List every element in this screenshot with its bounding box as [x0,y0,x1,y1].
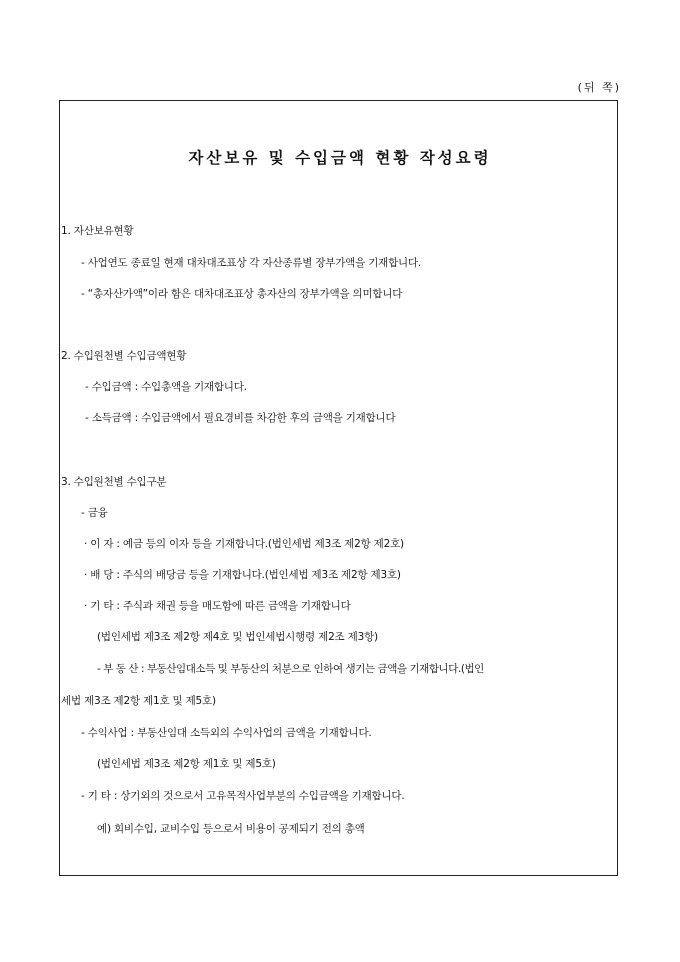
section-2-item: - 소득금액 : 수입금액에서 필요경비를 차감한 후의 금액을 기재합니다 [85,412,396,424]
page-side-label: (뒤 쪽) [577,81,621,94]
section-2-heading: 2. 수입원천별 수입금액현황 [61,350,187,362]
section-1-item: - “총자산가액”이라 함은 대차대조표상 총자산의 장부가액을 의미합니다 [81,288,403,300]
section-3-heading: 3. 수입원천별 수입구분 [61,476,167,488]
section-3-line-example: 예) 회비수입, 교비수입 등으로서 비용이 공제되기 전의 총액 [97,823,365,835]
section-3-line-other-ref: (법인세법 제3조 제2항 제4호 및 법인세법시행령 제2조 제3항) [97,631,378,643]
section-2-item: - 수입금액 : 수입총액을 기재합니다. [85,381,247,393]
document-title: 자산보유 및 수입금액 현황 작성요령 [188,149,492,167]
section-1-heading: 1. 자산보유현황 [61,225,134,237]
section-3-line-dividend: · 배 당 : 주식의 배당금 등을 기재합니다.(법인세법 제3조 제2항 제3호) [84,569,401,581]
section-3-line-profit: - 수익사업 : 부동산임대 소득외의 수익사업의 금액을 기재합니다. [81,727,372,739]
section-3-line-realestate-cont: 세법 제3조 제2항 제1호 및 제5호) [61,695,216,707]
section-3-line-finance: - 금융 [81,507,108,519]
section-3-line-interest: · 이 자 : 예금 등의 이자 등을 기재합니다.(법인세법 제3조 제2항 제2호) [84,538,404,550]
section-3-line-realestate: - 부 동 산 : 부동산임대소득 및 부동산의 처분으로 인하여 생기는 금액을 기재합니다.(법인 [97,663,484,675]
section-3-line-etc: - 기 타 : 상기외의 것으로서 고유목적사업부분의 수입금액을 기재합니다. [81,790,405,802]
section-3-line-other: · 기 타 : 주식과 채권 등을 매도함에 따른 금액을 기재합니다 [84,600,351,612]
section-1-item: - 사업연도 종료일 현재 대차대조표상 각 자산종류별 장부가액을 기재합니다. [81,257,422,269]
section-3-line-profit-ref: (법인세법 제3조 제2항 제1호 및 제5호) [97,758,276,770]
